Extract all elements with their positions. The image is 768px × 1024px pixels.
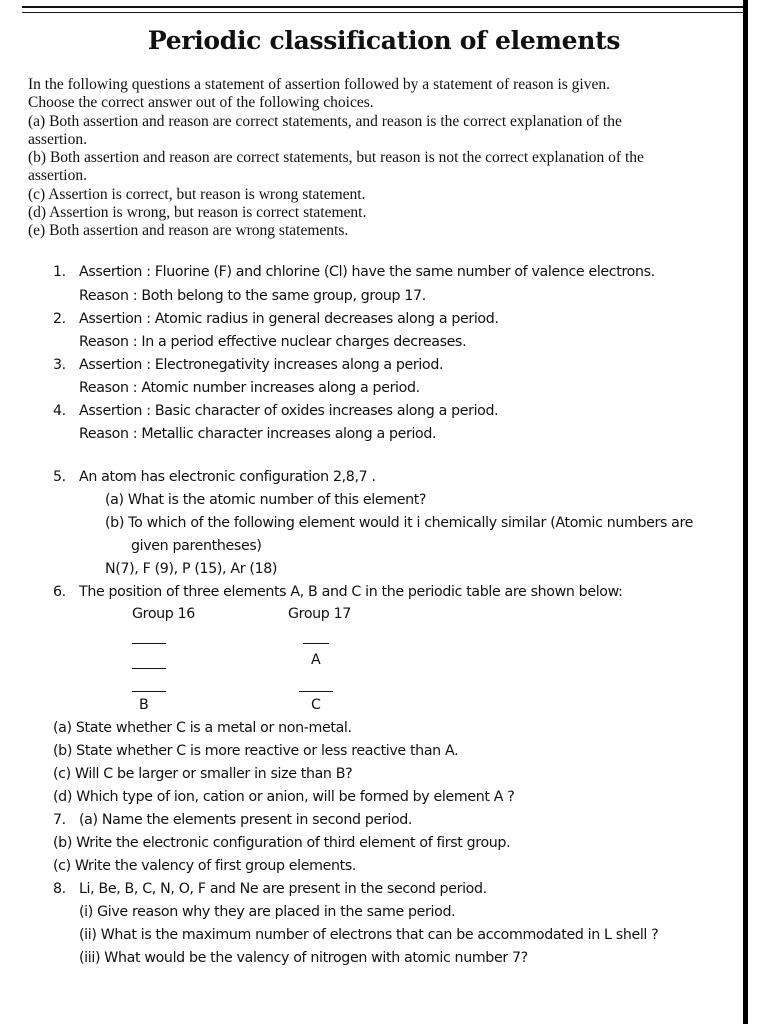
- element-b-label: B: [139, 697, 149, 713]
- q1-assertion: Assertion : Fluorine (F) and chlorine (Cl) have the same number of valence electrons.: [79, 264, 655, 280]
- q5-stem: An atom has electronic configuration 2,8,7 .: [79, 469, 376, 485]
- question-number: 6.: [53, 584, 66, 600]
- question-number: 2.: [53, 311, 66, 327]
- instruction-line: Choose the correct answer out of the following choices.: [28, 94, 374, 112]
- question-number: 7.: [53, 812, 66, 828]
- top-border-rule-thin: [22, 12, 746, 13]
- q7-part-b: (b) Write the electronic configuration of third element of first group.: [53, 835, 511, 851]
- instruction-line: (a) Both assertion and reason are correct statements, and reason is the correct explanation of the: [28, 112, 622, 130]
- element-a-label: A: [311, 652, 321, 668]
- question-number: 5.: [53, 469, 66, 485]
- question-number: 3.: [53, 357, 66, 373]
- instruction-line: assertion.: [28, 130, 87, 148]
- page-title: Periodic classification of elements: [147, 26, 621, 55]
- q5-part-b-continued: given parentheses): [131, 538, 262, 554]
- table-blank: [299, 691, 333, 692]
- instruction-line: (d) Assertion is wrong, but reason is correct statement.: [28, 204, 367, 222]
- q8-part-i: (i) Give reason why they are placed in the same period.: [79, 904, 456, 920]
- table-blank: [132, 691, 166, 692]
- group-16-header: Group 16: [132, 606, 195, 622]
- q7-part-c: (c) Write the valency of first group elements.: [53, 858, 357, 874]
- q6-part-a: (a) State whether C is a metal or non-metal.: [53, 720, 352, 736]
- table-blank: [303, 643, 329, 644]
- question-number: 1.: [53, 264, 66, 280]
- q1-reason: Reason : Both belong to the same group, group 17.: [79, 288, 426, 304]
- q5-options: N(7), F (9), P (15), Ar (18): [105, 561, 278, 577]
- question-number: 8.: [53, 881, 66, 897]
- element-c-label: C: [311, 697, 321, 713]
- q8-part-iii: (iii) What would be the valency of nitrogen with atomic number 7?: [79, 950, 528, 966]
- q6-part-b: (b) State whether C is more reactive or less reactive than A.: [53, 743, 459, 759]
- top-border-rule: [22, 6, 746, 8]
- table-blank: [132, 668, 166, 669]
- instruction-line: (e) Both assertion and reason are wrong statements.: [28, 222, 349, 240]
- instruction-line: assertion.: [28, 167, 87, 185]
- q4-reason: Reason : Metallic character increases along a period.: [79, 426, 437, 442]
- q4-assertion: Assertion : Basic character of oxides increases along a period.: [79, 403, 499, 419]
- group-17-header: Group 17: [288, 606, 351, 622]
- q3-assertion: Assertion : Electronegativity increases along a period.: [79, 357, 444, 373]
- q6-part-d: (d) Which type of ion, cation or anion, will be formed by element A ?: [53, 789, 515, 805]
- instruction-line: (c) Assertion is correct, but reason is wrong statement.: [28, 185, 366, 203]
- q5-part-b: (b) To which of the following element would it i chemically similar (Atomic numbers are: [105, 515, 694, 531]
- question-number: 4.: [53, 403, 66, 419]
- table-blank: [132, 643, 166, 644]
- q5-part-a: (a) What is the atomic number of this element?: [105, 492, 427, 508]
- q6-stem: The position of three elements A, B and C in the periodic table are shown below:: [79, 584, 623, 600]
- q2-reason: Reason : In a period effective nuclear charges decreases.: [79, 334, 467, 350]
- instruction-line: (b) Both assertion and reason are correct statements, but reason is not the correct explanation of the: [28, 149, 644, 167]
- instructions: [28, 76, 733, 241]
- q8-part-ii: (ii) What is the maximum number of electrons that can be accommodated in L shell ?: [79, 927, 659, 943]
- q3-reason: Reason : Atomic number increases along a period.: [79, 380, 420, 396]
- right-border-rule: [743, 0, 748, 1024]
- q7-part-a: (a) Name the elements present in second period.: [79, 812, 413, 828]
- q2-assertion: Assertion : Atomic radius in general decreases along a period.: [79, 311, 499, 327]
- q8-stem: Li, Be, B, C, N, O, F and Ne are present in the second period.: [79, 881, 487, 897]
- q6-part-c: (c) Will C be larger or smaller in size than B?: [53, 766, 353, 782]
- instruction-line: In the following questions a statement of assertion followed by a statement of reason is given.: [28, 76, 610, 93]
